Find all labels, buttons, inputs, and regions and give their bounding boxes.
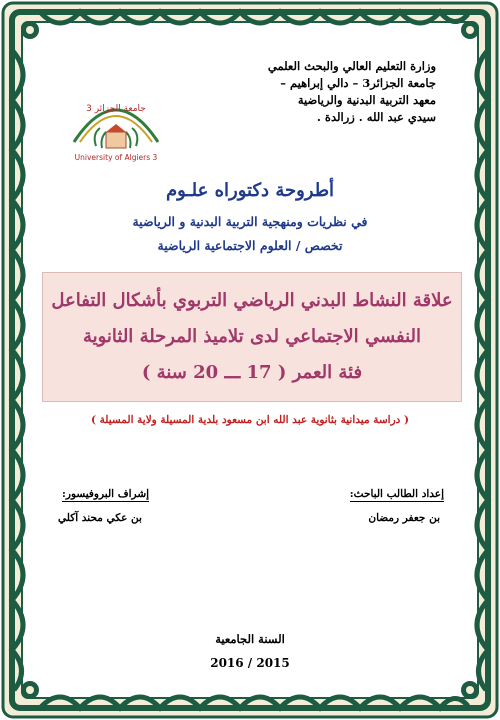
university-logo <box>66 84 166 164</box>
institution-header <box>206 58 436 126</box>
thesis-title-line-1: علاقة النشاط البدني الرياضي التربوي بأشكال التفاعل <box>51 290 453 311</box>
thesis-title-line-3: فئة العمر ( 17 ـــ 20 سنة ) <box>141 362 363 383</box>
logo-english-text: University of Algiers 3 <box>74 153 158 162</box>
institute-name: معهد التربية البدنية والرياضية <box>297 93 436 107</box>
supervisor-name: بن عكي محند آكلي <box>58 512 142 524</box>
thesis-title-box <box>42 272 462 402</box>
thesis-field: في نظريات ومنهجية التربية البدنية و الرياضية <box>132 214 368 229</box>
institute-location: سيدي عبد الله . زرالدة . <box>316 110 436 124</box>
academic-year-label: السنة الجامعية <box>215 632 285 646</box>
study-note: ( دراسة ميدانية بثانوية عبد الله ابن مسعود بلدية المسيلة ولاية المسيلة ) <box>91 414 409 426</box>
ministry-name: وزارة التعليم العالي والبحث العلمي <box>267 59 436 73</box>
academic-year-value: 2016 / 2015 <box>210 656 290 670</box>
thesis-type: أطروحة دكتوراه علـوم <box>165 180 335 201</box>
logo-arabic-text: جامعة الجزائر 3 <box>86 104 146 114</box>
preparer-label: إعداد الطالب الباحث: <box>349 488 444 500</box>
supervisor-label: إشراف البروفيسور: <box>62 488 150 500</box>
preparer-name: بن جعفر رمضان <box>368 512 440 524</box>
thesis-title-line-2: النفسي الاجتماعي لدى تلاميذ المرحلة الثانوية <box>82 326 422 347</box>
thesis-specialty: تخصص / العلوم الاجتماعية الرياضية <box>157 238 343 253</box>
university-name: جامعة الجزائر3 – دالي إبراهيم – <box>280 76 436 90</box>
